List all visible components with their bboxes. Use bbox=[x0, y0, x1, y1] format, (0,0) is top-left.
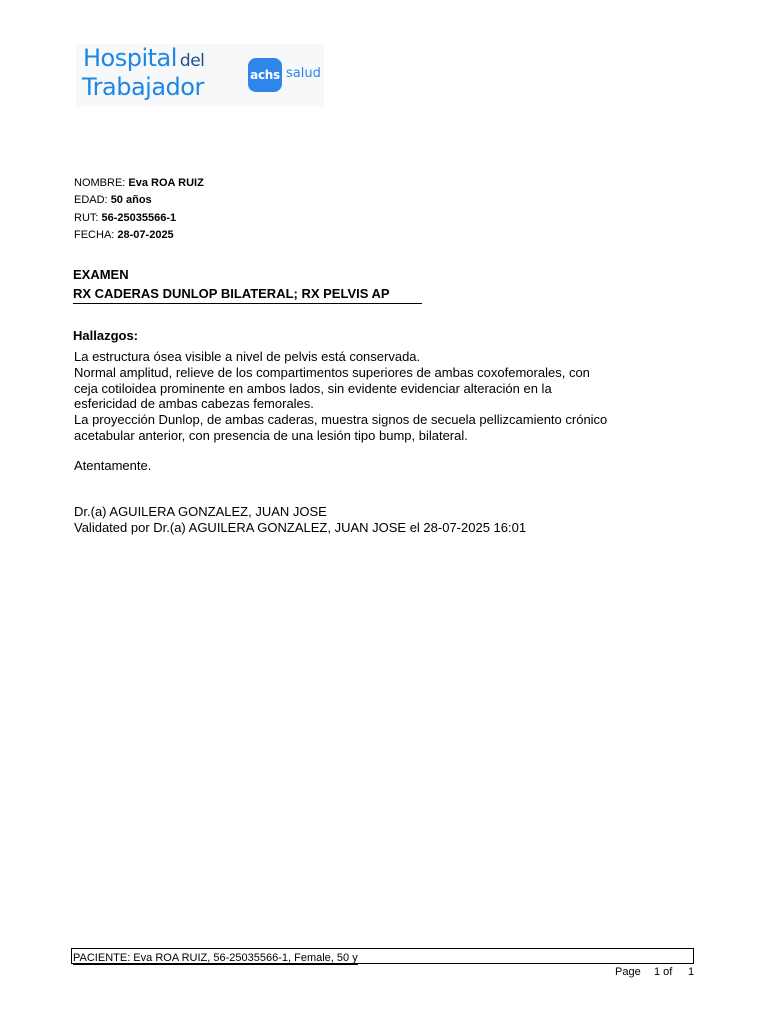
validation-line: Validated por Dr.(a) AGUILERA GONZALEZ, JUAN JOSE el 28-07-2025 16:01 bbox=[74, 520, 527, 535]
exam-name: RX CADERAS DUNLOP BILATERAL; RX PELVIS AP bbox=[73, 286, 422, 304]
logo-hospital-word: Hospital bbox=[83, 44, 177, 72]
doctor-name: Dr.(a) AGUILERA GONZALEZ, JUAN JOSE bbox=[74, 504, 327, 519]
achs-badge: achs bbox=[248, 58, 282, 92]
patient-age-label: EDAD: bbox=[74, 194, 108, 206]
achs-salud-text: salud bbox=[286, 66, 321, 81]
closing-text: Atentamente. bbox=[74, 458, 152, 473]
patient-name-row bbox=[74, 176, 204, 190]
footer-patient-line: PACIENTE: Eva ROA RUIZ, 56-25035566-1, Female, 50 y bbox=[73, 952, 358, 964]
findings-line: acetabular anterior, con presencia de una lesión tipo bump, bilateral. bbox=[74, 427, 468, 443]
patient-name-value: Eva ROA RUIZ bbox=[128, 177, 204, 189]
report-date-value: 28-07-2025 bbox=[117, 229, 174, 241]
page-label: Page bbox=[615, 966, 641, 978]
findings-heading: Hallazgos: bbox=[73, 328, 139, 343]
patient-rut-value: 56-25035566-1 bbox=[101, 212, 177, 224]
findings-line: Normal amplitud, relieve de los compartimentos superiores de ambas coxofemorales, con bbox=[74, 364, 590, 380]
patient-rut-row bbox=[74, 211, 176, 225]
findings-line: La proyección Dunlop, de ambas caderas, muestra signos de secuela pellizcamiento crónico bbox=[74, 412, 608, 428]
report-date-label: FECHA: bbox=[74, 229, 115, 241]
page-current: 1 of bbox=[654, 966, 673, 978]
patient-rut-label: RUT: bbox=[74, 212, 99, 224]
patient-name-label: NOMBRE: bbox=[74, 177, 126, 189]
findings-body bbox=[74, 349, 674, 444]
footer-patient-box bbox=[71, 948, 694, 964]
findings-line: esfericidad de ambas cabezas femorales. bbox=[74, 396, 314, 412]
report-date-row bbox=[74, 228, 174, 242]
logo-hospital-text bbox=[83, 44, 204, 75]
patient-age-row bbox=[74, 193, 152, 207]
findings-line: ceja cotiloidea prominente en ambos lados, sin evidente evidenciar alteración en la bbox=[74, 380, 552, 396]
page-total: 1 bbox=[688, 966, 695, 978]
logo-del-word: del bbox=[179, 51, 205, 71]
findings-line: La estructura ósea visible a nivel de pelvis está conservada. bbox=[74, 349, 421, 364]
logo-trabajador-word: Trabajador bbox=[82, 73, 204, 101]
patient-age-value: 50 años bbox=[110, 194, 152, 206]
exam-heading: EXAMEN bbox=[73, 267, 129, 282]
